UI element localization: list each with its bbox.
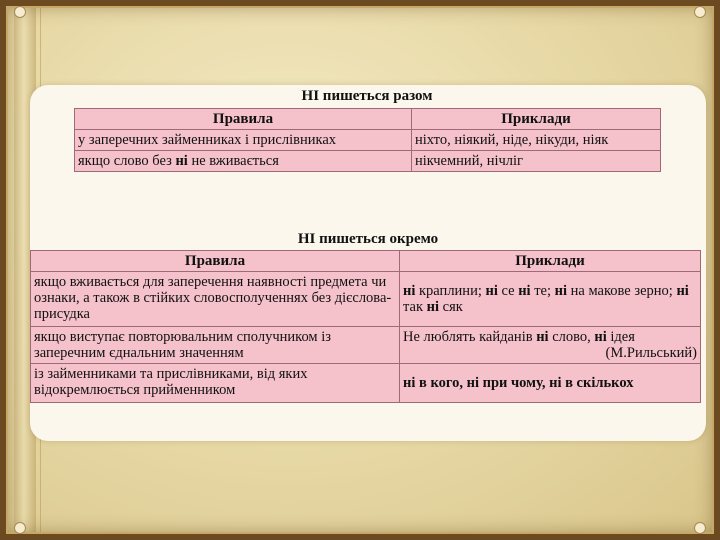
example-cell — [400, 364, 701, 403]
rule-keyword: ні — [175, 153, 188, 169]
example-keyword: ні — [676, 283, 689, 299]
table-together — [74, 108, 661, 172]
example-fragment: слово, — [548, 329, 595, 345]
section-title-together: НІ пишеться разом — [301, 88, 433, 104]
example-text — [403, 329, 635, 345]
corner-ornament — [14, 522, 26, 534]
rule-cell: у заперечних займенниках і прислівниках — [75, 130, 412, 151]
example-fragment: краплини; — [415, 283, 486, 299]
example-text — [403, 283, 689, 315]
example-fragment: так — [403, 299, 427, 315]
rule-cell: із займенниками та прислівниками, від яких відокремлюється прийменником — [31, 364, 400, 403]
corner-ornament — [694, 6, 706, 18]
corner-ornament — [14, 6, 26, 18]
table-row — [75, 151, 661, 172]
header-examples: Приклади — [412, 109, 661, 130]
header-examples: Приклади — [400, 251, 701, 272]
example-keyword: ні — [554, 283, 568, 299]
example-fragment: сяк — [439, 299, 463, 315]
example-keyword: ні — [536, 329, 549, 345]
example-keyword: ні — [594, 329, 607, 345]
rule-cell: якщо вживається для заперечення наявності предмета чи ознаки, а також в стійких словосполученнях без дієслова-присудка — [31, 272, 400, 327]
example-keyword: ні — [518, 283, 531, 299]
example-keyword: ні — [485, 283, 498, 299]
example-fragment: на макове зерно; — [567, 283, 677, 299]
rule-text: не вживається — [187, 153, 279, 169]
table-separate — [30, 250, 701, 403]
example-fragment: те; — [530, 283, 555, 299]
example-text — [403, 375, 633, 391]
example-keyword: ні — [426, 299, 440, 315]
example-cell: ніхто, ніякий, ніде, нікуди, ніяк — [412, 130, 661, 151]
table-row — [31, 364, 701, 403]
corner-ornament — [694, 522, 706, 534]
rule-text: якщо слово без — [78, 153, 176, 169]
example-cell — [400, 327, 701, 364]
attribution: (М.Рильський) — [605, 345, 697, 361]
example-fragment: се — [497, 283, 519, 299]
table-row — [75, 130, 661, 151]
header-rules: Правила — [75, 109, 412, 130]
rule-cell: якщо виступає повторювальним сполучником із заперечним єднальним значенням — [31, 327, 400, 364]
example-keyword: ні — [403, 283, 416, 299]
example-keyword: ні в кого, ні при чому, ні в скількох — [403, 375, 634, 391]
rule-cell — [75, 151, 412, 172]
example-fragment: ідея — [606, 329, 635, 345]
example-fragment: Не люблять кайданів — [403, 329, 537, 345]
table-row — [31, 272, 701, 327]
table-row — [31, 327, 701, 364]
section-title-separate: НІ пишеться окремо — [297, 231, 439, 247]
example-cell — [400, 272, 701, 327]
example-cell: нікчемний, нічліг — [412, 151, 661, 172]
header-rules: Правила — [31, 251, 400, 272]
